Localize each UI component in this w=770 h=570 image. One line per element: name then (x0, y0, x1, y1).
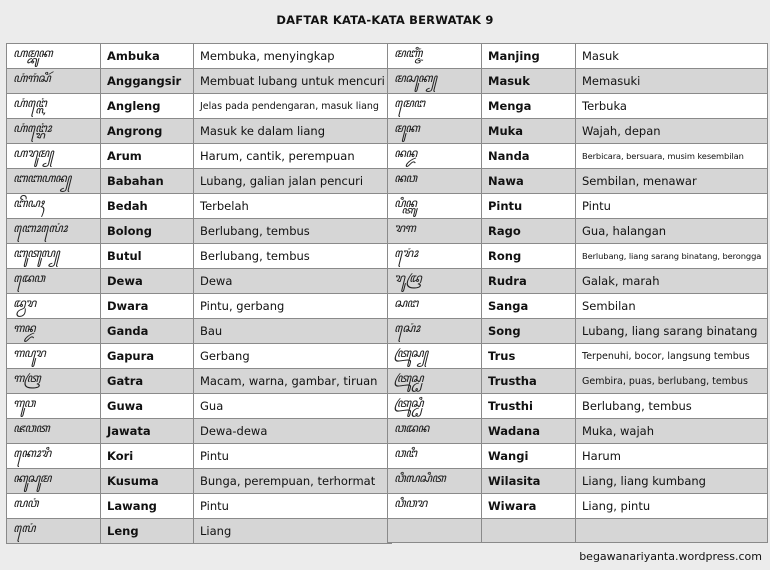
javanese-script-cell: ꦧꦺꦴꦭꦺꦴꦁ (7, 219, 101, 244)
word-cell: Angleng (101, 94, 194, 119)
table-row (388, 519, 768, 543)
word-cell: Menga (482, 94, 576, 119)
table-row (388, 194, 768, 219)
table-row (388, 319, 768, 344)
javanese-script-cell: ꦧꦧꦲꦤ꧀ (7, 169, 101, 194)
word-cell: Butul (101, 244, 194, 269)
word-cell: Rong (482, 244, 576, 269)
javanese-script-cell: ꦲꦁꦔ꧀ꦭꦺꦁ (7, 94, 101, 119)
javanese-script-cell: ꦫꦒ (388, 219, 482, 244)
meaning-cell: Dewa-dewa (194, 419, 392, 444)
word-cell: Trus (482, 344, 576, 369)
meaning-cell: Berlubang, tembus (194, 219, 392, 244)
word-cell: Ambuka (101, 44, 194, 69)
javanese-script-cell: ꦥꦶꦤ꧀ꦠꦸ (388, 194, 482, 219)
meaning-cell: Memasuki (576, 69, 768, 94)
meaning-cell (576, 519, 768, 543)
meaning-cell: Terbuka (576, 94, 768, 119)
table-row (7, 444, 392, 469)
word-table-left (6, 43, 392, 544)
meaning-cell: Membuat lubang untuk mencuri (194, 69, 392, 94)
javanese-script-cell: ꦏꦺꦴꦫꦶ (7, 444, 101, 469)
table-row (7, 319, 392, 344)
meaning-cell: Membuka, menyingkap (194, 44, 392, 69)
word-cell: Trustha (482, 369, 576, 394)
table-row (388, 219, 768, 244)
table-row (7, 144, 392, 169)
javanese-script-cell: ꦲꦫꦸꦩ꧀ (7, 144, 101, 169)
meaning-cell: Harum (576, 444, 768, 469)
word-cell: Lawang (101, 494, 194, 519)
javanese-script-cell (388, 519, 482, 543)
javanese-script-cell: ꦒꦠꦿ (7, 369, 101, 394)
word-cell: Angrong (101, 119, 194, 144)
word-table-right (387, 43, 768, 543)
word-cell: Wilasita (482, 469, 576, 494)
table-row (388, 119, 768, 144)
meaning-cell: Pintu, gerbang (194, 294, 392, 319)
meaning-cell: Pintu (194, 494, 392, 519)
javanese-script-cell: ꦠꦿꦸꦱ꧀ꦛ (388, 369, 482, 394)
word-cell: Kori (101, 444, 194, 469)
table-row (7, 294, 392, 319)
javanese-script-cell: ꦭꦮꦁ (7, 494, 101, 519)
javanese-script-cell: ꦲꦩ꧀ꦧꦸꦏ (7, 44, 101, 69)
word-cell: Rudra (482, 269, 576, 294)
word-cell: Masuk (482, 69, 576, 94)
table-row (7, 519, 392, 544)
table-row (388, 394, 768, 419)
meaning-cell: Galak, marah (576, 269, 768, 294)
meaning-cell: Berlubang, liang sarang binatang, berongga (576, 244, 768, 269)
meaning-cell: Sembilan (576, 294, 768, 319)
meaning-cell: Terpenuhi, bocor, langsung tembus (576, 344, 768, 369)
meaning-cell: Berlubang, tembus (194, 244, 392, 269)
meaning-cell: Pintu (194, 444, 392, 469)
meaning-cell: Jelas pada pendengaran, masuk liang (194, 94, 392, 119)
word-cell: Dewa (101, 269, 194, 294)
javanese-script-cell: ꦢꦺꦮ (7, 269, 101, 294)
table-row (7, 269, 392, 294)
table-row (388, 269, 768, 294)
meaning-cell: Gua, halangan (576, 219, 768, 244)
javanese-script-cell: ꦤꦮ (388, 169, 482, 194)
meaning-cell: Muka, wajah (576, 419, 768, 444)
meaning-cell: Berlubang, tembus (576, 394, 768, 419)
javanese-script-cell: ꦮꦶꦭꦱꦶꦠ (388, 469, 482, 494)
word-cell: Wadana (482, 419, 576, 444)
javanese-script-cell: ꦩꦱꦸꦏ꧀ (388, 69, 482, 94)
javanese-script-cell: ꦒꦥꦸꦫ (7, 344, 101, 369)
table-row (7, 394, 392, 419)
javanese-script-cell: ꦠꦿꦸꦱ꧀ (388, 344, 482, 369)
word-cell: Trusthi (482, 394, 576, 419)
word-cell: Bedah (101, 194, 194, 219)
javanese-script-cell: ꦫꦸꦢꦿ (388, 269, 482, 294)
word-cell: Manjing (482, 44, 576, 69)
word-cell: Babahan (101, 169, 194, 194)
javanese-script-cell: ꦮꦶꦮꦫ (388, 494, 482, 519)
word-cell: Sanga (482, 294, 576, 319)
javanese-script-cell: ꦱꦔ (388, 294, 482, 319)
word-cell: Guwa (101, 394, 194, 419)
meaning-cell: Masuk (576, 44, 768, 69)
table-row (388, 94, 768, 119)
table-row (7, 219, 392, 244)
word-cell: Wiwara (482, 494, 576, 519)
table-row (7, 494, 392, 519)
javanese-script-cell: ꦒꦤ꧀ꦢ (7, 319, 101, 344)
page-title: DAFTAR KATA-KATA BERWATAK 9 (276, 13, 494, 27)
word-cell: Nanda (482, 144, 576, 169)
javanese-script-cell: ꦧꦼꦝꦃ (7, 194, 101, 219)
source-url: begawanariyanta.wordpress.com (579, 550, 762, 563)
meaning-cell: Lubang, liang sarang binatang (576, 319, 768, 344)
meaning-cell: Bunga, perempuan, terhormat (194, 469, 392, 494)
meaning-cell: Gerbang (194, 344, 392, 369)
table-row (7, 419, 392, 444)
javanese-script-cell: ꦭꦺꦁ (7, 519, 101, 544)
table-row (7, 369, 392, 394)
word-cell: Arum (101, 144, 194, 169)
javanese-script-cell: ꦢ꧀ꦮꦫ (7, 294, 101, 319)
table-row (7, 194, 392, 219)
meaning-cell: Gua (194, 394, 392, 419)
meaning-cell: Liang, liang kumbang (576, 469, 768, 494)
meaning-cell: Pintu (576, 194, 768, 219)
word-cell: Song (482, 319, 576, 344)
table-row (388, 444, 768, 469)
table-row (7, 469, 392, 494)
table-row (388, 244, 768, 269)
word-cell: Muka (482, 119, 576, 144)
word-cell: Leng (101, 519, 194, 544)
table-row (388, 469, 768, 494)
word-cell: Jawata (101, 419, 194, 444)
table-row (388, 369, 768, 394)
word-cell: Gapura (101, 344, 194, 369)
meaning-cell: Terbelah (194, 194, 392, 219)
word-cell (482, 519, 576, 543)
meaning-cell: Sembilan, menawar (576, 169, 768, 194)
table-row (388, 344, 768, 369)
table-row (7, 244, 392, 269)
meaning-cell: Macam, warna, gambar, tiruan (194, 369, 392, 394)
meaning-cell: Liang (194, 519, 392, 544)
javanese-script-cell: ꦩꦺꦔ (388, 94, 482, 119)
table-row (7, 44, 392, 69)
word-cell: Ganda (101, 319, 194, 344)
javanese-script-cell: ꦗꦮꦠ (7, 419, 101, 444)
javanese-script-cell: ꦩꦸꦏ (388, 119, 482, 144)
word-cell: Gatra (101, 369, 194, 394)
javanese-script-cell: ꦩꦚ꧀ꦗꦶꦁ (388, 44, 482, 69)
meaning-cell: Lubang, galian jalan pencuri (194, 169, 392, 194)
meaning-cell: Harum, cantik, perempuan (194, 144, 392, 169)
word-cell: Pintu (482, 194, 576, 219)
table-row (7, 169, 392, 194)
table-row (7, 69, 392, 94)
table-row (388, 419, 768, 444)
meaning-cell: Bau (194, 319, 392, 344)
javanese-script-cell: ꦮꦢꦤ (388, 419, 482, 444)
javanese-script-cell: ꦮꦔꦶ (388, 444, 482, 469)
meaning-cell: Dewa (194, 269, 392, 294)
javanese-script-cell: ꦏꦸꦱꦸꦩ (7, 469, 101, 494)
table-row (7, 344, 392, 369)
word-cell: Bolong (101, 219, 194, 244)
word-cell: Wangi (482, 444, 576, 469)
table-row (388, 494, 768, 519)
javanese-script-cell: ꦲꦁꦒꦁꦱꦶꦂ (7, 69, 101, 94)
javanese-script-cell: ꦱꦺꦴꦁ (388, 319, 482, 344)
table-row (388, 69, 768, 94)
meaning-cell: Liang, pintu (576, 494, 768, 519)
word-cell: Rago (482, 219, 576, 244)
meaning-cell: Masuk ke dalam liang (194, 119, 392, 144)
table-row (388, 169, 768, 194)
table-row (7, 94, 392, 119)
javanese-script-cell: ꦤꦤ꧀ꦢ (388, 144, 482, 169)
javanese-script-cell: ꦧꦸꦠꦸꦭ꧀ (7, 244, 101, 269)
table-row (388, 294, 768, 319)
javanese-script-cell: ꦠꦿꦸꦱ꧀ꦛꦶ (388, 394, 482, 419)
word-cell: Dwara (101, 294, 194, 319)
table-row (7, 119, 392, 144)
javanese-script-cell: ꦒꦸꦮ (7, 394, 101, 419)
meaning-cell: Gembira, puas, berlubang, tembus (576, 369, 768, 394)
table-row (388, 44, 768, 69)
meaning-cell: Berbicara, bersuara, musim kesembilan (576, 144, 768, 169)
meaning-cell: Wajah, depan (576, 119, 768, 144)
table-row (388, 144, 768, 169)
word-cell: Nawa (482, 169, 576, 194)
javanese-script-cell: ꦫꦺꦴꦁ (388, 244, 482, 269)
word-cell: Kusuma (101, 469, 194, 494)
javanese-script-cell: ꦲꦁꦔ꧀ꦫꦺꦴꦁ (7, 119, 101, 144)
word-cell: Anggangsir (101, 69, 194, 94)
